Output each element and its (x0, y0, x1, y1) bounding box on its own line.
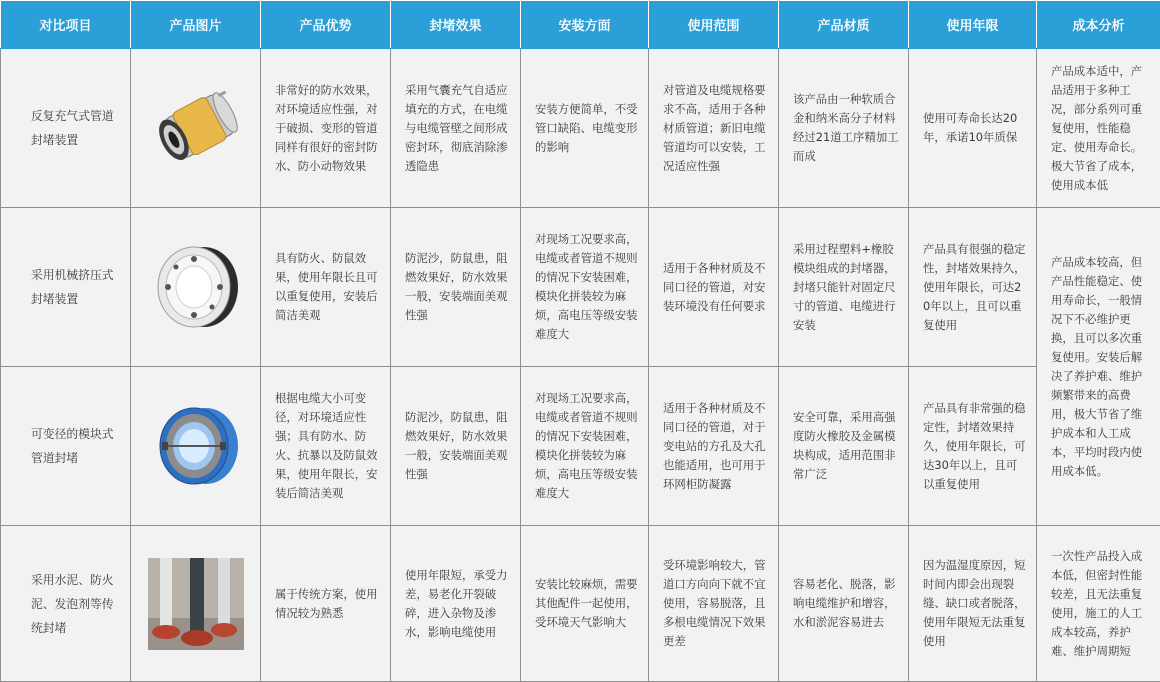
row-item-name: 反复充气式管道封堵装置 (1, 49, 131, 208)
row-item-name: 采用水泥、防火泥、发泡剂等传统封堵 (1, 526, 131, 682)
row-advantage: 具有防火、防鼠效果，使用年限长且可以重复使用，安装后简洁美观 (261, 208, 391, 367)
row-lifespan: 使用可寿命长达20年，承诺10年质保 (909, 49, 1037, 208)
traditional-seal-image (131, 526, 261, 682)
traditional-seal-icon (148, 558, 244, 650)
inflatable-seal-icon (141, 88, 251, 168)
row-sealing: 防泥沙，防鼠患，阻燃效果好，防水效果一般，安装端面美观性强 (391, 367, 521, 526)
mechanical-seal-icon (146, 237, 246, 337)
header-advantage: 产品优势 (261, 1, 391, 49)
row-scope: 受环境影响较大，管道口方向向下就不宜使用，容易脱落，且多根电缆情况下效果更差 (649, 526, 779, 682)
row-lifespan: 产品具有很强的稳定性，封堵效果持久，使用年限长，可达20年以上，且可以重复使用 (909, 208, 1037, 367)
row-scope: 对管道及电缆规格要求不高，适用于各种材质管道；新旧电缆管道均可以安装，工况适应性强 (649, 49, 779, 208)
row-installation: 安装方便简单，不受管口缺陷、电缆变形的影响 (521, 49, 649, 208)
table-row (1, 526, 1160, 682)
row-material: 采用过程塑料+橡胶模块组成的封堵器，封堵只能针对固定尺寸的管道、电缆进行安装 (779, 208, 909, 367)
row-item-name: 采用机械挤压式封堵装置 (1, 208, 131, 367)
modular-seal-image (131, 367, 261, 526)
table-row (1, 208, 1160, 367)
header-sealing: 封堵效果 (391, 1, 521, 49)
row-lifespan: 因为温湿度原因，短时间内即会出现裂缝、缺口或者脱落，使用年限短无法重复使用 (909, 526, 1037, 682)
row-material: 该产品由一种软质合金和纳米高分子材料经过21道工序精加工而成 (779, 49, 909, 208)
inflatable-seal-image (131, 49, 261, 208)
header-material: 产品材质 (779, 1, 909, 49)
row-scope: 适用于各种材质及不同口径的管道，对于变电站的方孔及大孔也能适用，也可用于环网柜防凝露 (649, 367, 779, 526)
header-scope: 使用范围 (649, 1, 779, 49)
header-image: 产品图片 (131, 1, 261, 49)
table-row (1, 367, 1160, 526)
row-lifespan: 产品具有非常强的稳定性，封堵效果持久，使用年限长，可达30年以上，且可以重复使用 (909, 367, 1037, 526)
row-installation: 对现场工况要求高，电缆或者管道不规则的情况下安装困难，模块化拼装较为麻烦，高电压等级安装难度大 (521, 208, 649, 367)
header-lifespan: 使用年限 (909, 1, 1037, 49)
row-material: 容易老化、脱落，影响电缆维护和增容，水和淤泥容易进去 (779, 526, 909, 682)
row-sealing: 防泥沙，防鼠患，阻燃效果好，防水效果一般，安装端面美观性强 (391, 208, 521, 367)
mechanical-seal-image (131, 208, 261, 367)
row-material: 安全可靠，采用高强度防火橡胶及金属模块构成，适用范围非常广泛 (779, 367, 909, 526)
row-cost-merged: 产品成本较高，但产品性能稳定、使用寿命长，一般情况下不必维护更换，且可以多次重复使用。安装后解决了养护难、维护频繁带来的高费用，极大节省了维护成本和人工成本，平均时段内使用成本低。 (1037, 208, 1160, 526)
header-cost: 成本分析 (1037, 1, 1160, 49)
row-advantage: 非常好的防水效果，对环境适应性强，对于破损、变形的管道同样有很好的密封防水、防小动物效果 (261, 49, 391, 208)
row-scope: 适用于各种材质及不同口径的管道，对安装环境没有任何要求 (649, 208, 779, 367)
row-sealing: 使用年限短，承受力差，易老化开裂破碎，进入杂物及渗水，影响电缆使用 (391, 526, 521, 682)
modular-seal-icon (146, 396, 246, 496)
header-row (1, 1, 1160, 49)
row-cost: 一次性产品投入成本低，但密封性能较差，且无法重复使用，施工的人工成本较高，养护难、维护周期短 (1037, 526, 1160, 682)
row-cost: 产品成本适中，产品适用于多种工况，部分系列可重复使用，性能稳定、使用寿命长。极大节省了成本，使用成本低 (1037, 49, 1160, 208)
row-installation: 对现场工况要求高，电缆或者管道不规则的情况下安装困难，模块化拼装较为麻烦，高电压等级安装难度大 (521, 367, 649, 526)
row-advantage: 根据电缆大小可变径，对环境适应性强；具有防水、防火、抗暴以及防鼠效果，使用年限长，安装后简洁美观 (261, 367, 391, 526)
row-advantage: 属于传统方案，使用情况较为熟悉 (261, 526, 391, 682)
table-row (1, 49, 1160, 208)
header-installation: 安装方面 (521, 1, 649, 49)
row-item-name: 可变径的模块式管道封堵 (1, 367, 131, 526)
row-sealing: 采用气囊充气自适应填充的方式，在电缆与电缆管壁之间形成密封环，彻底消除渗透隐患 (391, 49, 521, 208)
row-installation: 安装比较麻烦，需要其他配件一起使用，受环境天气影响大 (521, 526, 649, 682)
header-item: 对比项目 (1, 1, 131, 49)
